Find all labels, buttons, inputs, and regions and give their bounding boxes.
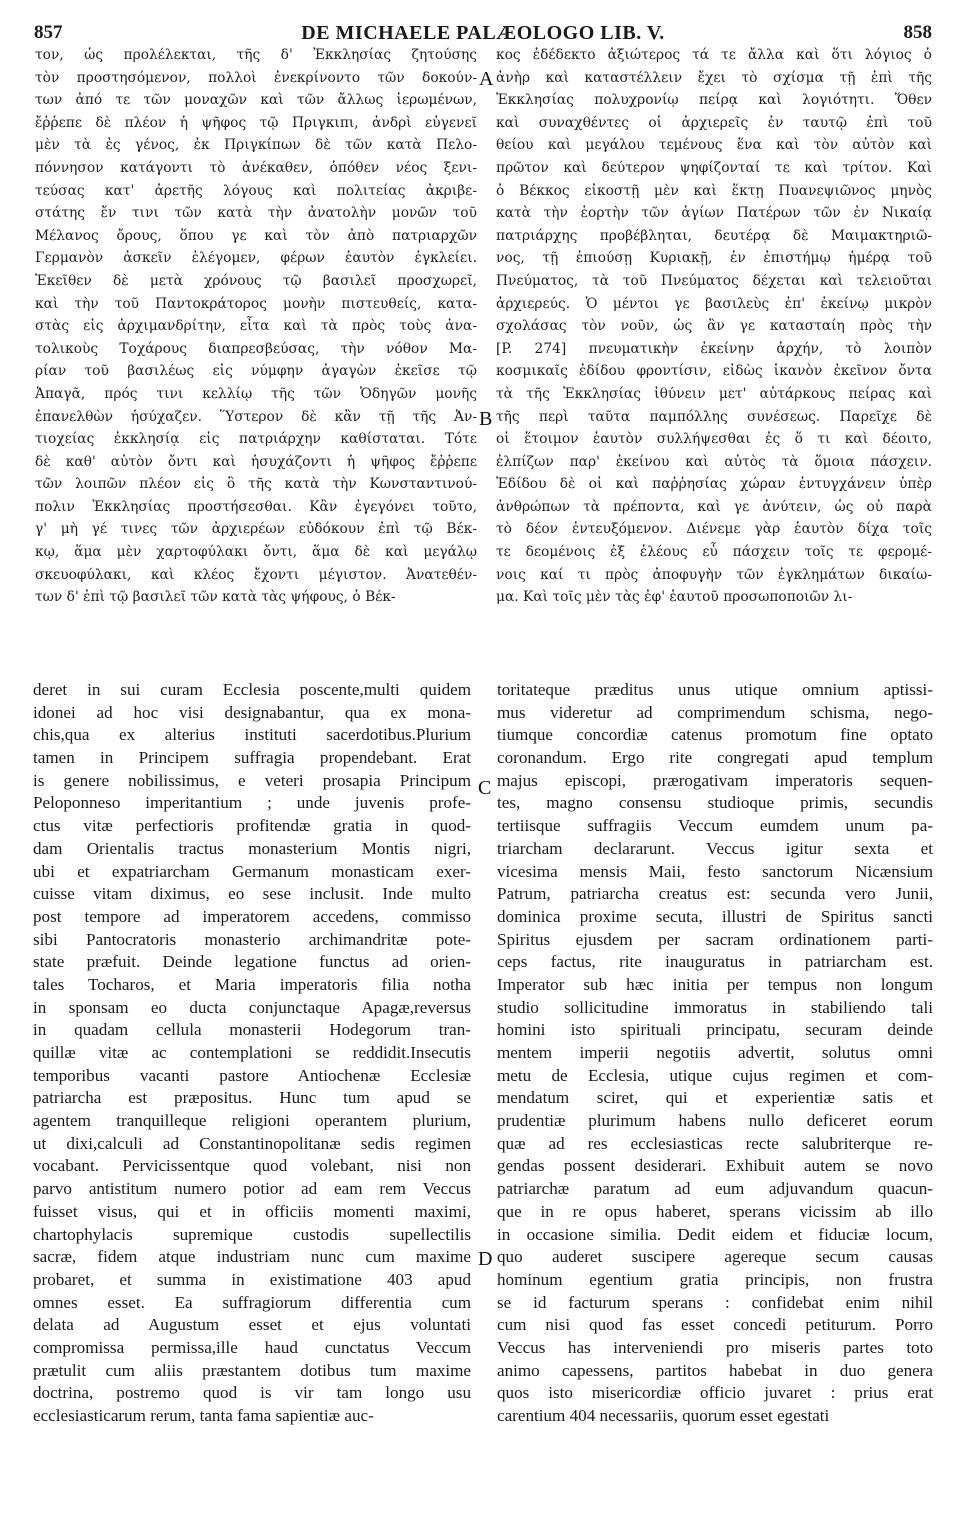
text-line: ceps factus, rite inauguratus in patriarcham est.	[497, 952, 933, 972]
text-line: majus episcopi, prærogativam imperatoris sequen-	[497, 770, 933, 790]
text-line: deret in sui curam Ecclesia poscente,multi quidem	[33, 680, 471, 699]
text-line: καὶ τὴν τοῦ Παντοκράτορος μονὴν πιστευθείς, κατα-	[35, 295, 477, 312]
text-line: sacræ, fidem atque industriam nunc cum maxime	[33, 1247, 471, 1267]
text-line: γ' μὴ γέ τινες τῶν ἀρχιερέων εὐδόκουν ἐπὶ τῷ Βέκ-	[35, 521, 477, 538]
text-line: quos isto misericordiæ officio juvaret : prius erat	[497, 1383, 933, 1403]
text-line: τῶν λοιπῶν πλέον εἰς ὃ τῆς κατὰ τὴν Κωνσταντινού-	[35, 476, 477, 493]
text-line: πατριάρχης προβέβληται, δευτέρᾳ δὲ Μαιμακτηριῶ-	[496, 227, 932, 244]
text-line: carentium 404 necessariis, quorum esset egestati	[497, 1406, 830, 1425]
text-line: ἔῤῥεπε δὲ πλέον ἡ ψῆφος τῷ Πριγκιπι, ἀνδρὶ εὐγενεῖ	[35, 114, 477, 131]
text-line: θείου καὶ μεγάλου τεμένους ἕνα καὶ τὸν αὐτὸν καὶ	[496, 137, 932, 154]
text-line: Spiritus ejusdem per sacram ordinationem parti-	[497, 929, 933, 949]
text-line: ubi et expatriarcham Germanum monasticam exer-	[33, 861, 471, 881]
text-line: coronandum. Ergo rite congregati apud templum	[497, 748, 933, 768]
text-line: mendatum sciret, qui et experientiæ satis et	[497, 1088, 933, 1108]
text-line: agentem tranquilleque religioni operantem plurium,	[33, 1111, 471, 1131]
text-line: [P. 274] πνευματικὴν ἐκείνην ἀρχήν, τὸ λοιπὸν	[496, 340, 932, 357]
text-line: probaret, et summa in existimatione 403 apud	[33, 1269, 471, 1289]
text-line: των δ' ἐπὶ τῷ βασιλεῖ τῶν κατὰ τὰς ψήφους, ὁ Βέκ-	[35, 589, 396, 606]
text-line: vocabant. Pervicissentque quod volebant, nisi non	[33, 1156, 471, 1176]
text-line: ὁ Βέκκος εἰκοστῇ μὲν καὶ ἕκτῃ Πυανεψιῶνος μηνὸς	[496, 182, 932, 199]
text-line: δὲ καθ' αὑτὸν ὄντι καὶ ἡσυχάζοντι ἡ ψῆφος ἔῤῥεπε	[35, 453, 477, 470]
text-line: sibi Pantocratoris monasterio archimandritæ pote-	[33, 929, 471, 949]
text-line: Ἐκκλησίας πολυχρονίῳ πείρᾳ καὶ λογιότητι. Ὅθεν	[496, 92, 932, 109]
text-line: τον, ὡς προλέλεκται, τῆς δ' Ἐκκλησίας ζητούσης	[35, 47, 477, 63]
text-line: chis,qua ex alterius instituti sacerdotibus.Plurium	[33, 725, 471, 745]
text-line: gendas possent desiderari. Exhibuit autem se novo	[497, 1156, 933, 1176]
text-line: Γερμανὸν ἀσκεῖν ἐλέγομεν, φέρων ἑαυτὸν ἐγκλείει.	[35, 250, 477, 267]
text-line: patriarchæ paratum ad eum adjuvandum quacun-	[497, 1179, 933, 1199]
text-line: metu de Ecclesia, utique cujus regimen et com-	[497, 1065, 933, 1085]
text-line: καὶ συναχθέντες οἱ ἀρχιερεῖς ἐν ταυτῷ ἐπὶ τοῦ	[496, 114, 932, 131]
text-line: στάτης ἔν τινι τῶν κατὰ τὴν ἀνατολὴν μονῶν τοῦ	[35, 205, 477, 222]
text-line: τε δεομένοις ἐξ ἐλέους εὖ πάσχειν τοῖς τε φερομέ-	[496, 544, 932, 561]
text-line: Μέλανος ὄρους, ὅπου γε καὶ τὸν ἀπὸ πατριαρχῶν	[35, 227, 477, 244]
text-line: τὸν προστησόμενον, πολλοὶ ἐνεκρίνοντο τῶν δοκούν-	[35, 69, 477, 86]
text-line: tales Tocharos, et Maria imperatoris filia notha	[33, 974, 471, 994]
text-line: parvo antistitum numero potior ad eam rem Veccus	[33, 1179, 471, 1199]
text-line: τιοχείας ἐκκλησίᾳ εἰς πατριάρχην καθίσταται. Τότε	[35, 431, 477, 448]
text-line: hominum egentium gratia principis, non frustra	[497, 1269, 933, 1289]
text-line: Imperator sub hæc initia per tempus non longum	[497, 974, 933, 994]
text-line: Ἐκεῖθεν δὲ μετὰ χρόνους τῷ βασιλεῖ προσχωρεῖ,	[35, 272, 477, 289]
text-line: doctrina, postremo quod is vir tam longo usu	[33, 1383, 471, 1403]
text-line: studio sollicitudine immoratus in stabiliendo tali	[497, 997, 933, 1017]
text-line: μὲν τὰ ἐς γένος, ἐκ Πριγκίπων δὲ τῶν κατὰ Πελο-	[35, 137, 477, 154]
text-line: κατὰ τὴν ἑορτὴν τῶν ἁγίων Πατέρων τῶν ἐν Νικαίᾳ	[496, 205, 932, 222]
text-line: κος ἐδέδεκτο ἀξιώτερος τά τε ἄλλα καὶ ὅτι λόγιος ὁ	[496, 47, 932, 63]
text-line: mus videretur ad comprimendum schisma, nego-	[497, 702, 933, 722]
text-line: Patrum, patriarcha creatus est: secunda vero Junii,	[497, 884, 933, 904]
text-line: νος, τῇ ἐπιούσῃ Κυριακῇ, ἐν ἐπιστήμῳ ἡμέρᾳ τοῦ	[496, 250, 932, 267]
text-line: in occasione similia. Dedit eidem et fiduciæ locum,	[497, 1224, 933, 1244]
text-line: omnes esset. Ea suffragiorum differentia cum	[33, 1292, 471, 1312]
text-line: Πνεύματος, τὰ τοῦ Πνεύματος δέχεται καὶ τελειοῦται	[496, 272, 932, 289]
text-line: ἀνὴρ καὶ καταστέλλειν ἔχει τὸ σχίσμα τῇ ἐπὶ τῆς	[496, 69, 932, 86]
text-line: σκευοφύλακι, καὶ κλέος ἔχοντι μέγιστον. Ἀνατεθέν-	[35, 566, 477, 583]
text-line: patriarcha est præpositus. Hunc tum apud se	[33, 1088, 471, 1108]
text-line: compromissa permissa,ille haud cunctatus Veccum	[33, 1337, 471, 1357]
text-line: των ἀπό τε τῶν μοναχῶν καὶ τῶν ἄλλως ἱερωμένων,	[35, 92, 477, 109]
text-line: quillæ vitæ ac contemplationi se reddidit.Insecutis	[33, 1043, 471, 1062]
text-line: Ἀπαγᾶ, πρός τινι κελλίῳ τῆς τῶν Ὁδηγῶν μονῆς	[35, 385, 477, 402]
text-line: ἐλπίζων παρ' ἐκείνου καὶ αὐτὸς τὰ ὅμοια πάσχειν.	[496, 453, 932, 470]
text-line: ecclesiasticarum rerum, tanta fama sapientiæ auc-	[33, 1406, 374, 1425]
section-marker-c: C	[478, 777, 492, 799]
section-marker-a: A	[479, 68, 494, 90]
text-line: mentem imperii negotiis advertit, solutus omni	[497, 1043, 933, 1062]
page-number-right: 858	[903, 22, 932, 43]
text-line: πολιν Ἐκκλησίας προστήσεσθαι. Κἂν ἐγεγόνει τοῦτο,	[35, 498, 477, 515]
running-title: DE MICHAELE PALÆOLOGO LIB. V.	[301, 22, 665, 44]
text-line: in quadam cellula monasterii Hodegorum tran-	[33, 1020, 471, 1040]
text-line: toritateque præditus unus utique omnium aptissi-	[497, 680, 933, 699]
text-line: fuisset visus, qui et in officiis momenti maximi,	[33, 1201, 471, 1221]
greek-column-left	[35, 44, 477, 609]
text-line: κοσμικαῖς ἐδίδου φροντίσιν, εἰδὼς ἱκανὸν ἐκεῖνον ὄντα	[496, 363, 932, 380]
text-line: dam Orientalis tractus monasterium Montis nigri,	[33, 838, 471, 858]
text-line: πρῶτον καὶ δεύτερον ψηφίζονταί τε καὶ τρίτον. Καὶ	[496, 159, 932, 176]
text-line: ctus vitæ perfectioris profitendæ gratia in quod-	[33, 816, 471, 836]
text-line: ἐπανελθὼν ἡσύχαζεν. Ὕστερον δὲ κἂν τῇ τῆς Ἀν-	[35, 408, 477, 425]
text-line: animo capessens, partitos habebat in duo genera	[497, 1360, 933, 1380]
text-line: ut dixi,calculi ad Constantinopolitanæ sedis regimen	[33, 1133, 471, 1153]
text-line: prudentiæ plurimum habens nullo deficeret eorum	[497, 1111, 933, 1131]
text-line: ρίαν τοῦ βασιλέως εἰς νύμφην ἀγαγὼν ἐκεῖσε τῷ	[35, 363, 477, 380]
text-line: state præfuit. Deinde legatione functus ad orien-	[33, 952, 471, 972]
text-line: se id facturum sperans : confidebat enim nihil	[497, 1292, 933, 1312]
text-line: tiumque concordiæ catenus promotum fine optato	[497, 725, 933, 745]
text-line: quæ ad res ecclesiasticas recte salubriterque re-	[497, 1133, 933, 1153]
text-line: delata ad Augustum esset et ejus voluntati	[33, 1315, 471, 1335]
text-line: τεύσας κατ' ἀρετῆς λόγους καὶ πολιτείας ἀκριβε-	[35, 182, 477, 199]
latin-column-right	[497, 679, 933, 1428]
text-line: homini isto spirituali principatu, securam deinde	[497, 1020, 933, 1040]
text-line: σχολάσας τὸν νοῦν, ὡς ἂν γε κατασταίη πρὸς τὴν	[496, 318, 932, 335]
text-line: vicesima mensis Maii, festo sanctorum Nicænsium	[497, 861, 933, 881]
text-line: πόννησον κατάγοντι τὸ ἀνέκαθεν, ὁπόθεν νέος ξενι-	[35, 159, 477, 176]
text-line: νοις καί τι πρὸς ἀποφυγὴν τῶν ἐγκλημάτων δικαίω-	[496, 566, 932, 583]
text-line: cum nisi quod fas esset concedi petiturum. Porro	[497, 1315, 933, 1335]
text-line: cuisse vitam diximus, eo sese inclusit. Inde multo	[33, 884, 471, 904]
text-line: quo auderet suscipere agereque secum causas	[497, 1247, 933, 1267]
text-line: tes, magno consensu studioque primis, secundis	[497, 793, 933, 813]
text-line: ἀρχιερεύς. Ὁ μέντοι γε βασιλεὺς ἐπ' ἐκείνῳ μικρὸν	[496, 295, 932, 312]
text-line: chartophylacis supremique custodis supellectilis	[33, 1224, 471, 1244]
text-line: οἱ ἕτοιμον ἑαυτὸν συλλήψεσθαι ἐς ὅ τι καὶ δέοιτο,	[496, 431, 932, 448]
text-line: μα. Καὶ τοῖς μὲν τὰς ἐφ' ἑαυτοῦ προσωποποιῶν λι-	[496, 589, 853, 606]
text-line: στὰς εἰς ἀρχιμανδρίτην, εἶτα καὶ τὰ πρὸς τοὺς ἀνα-	[35, 318, 477, 335]
text-line: tamen in Principem suffragia propendebant. Erat	[33, 748, 471, 768]
text-line: κῳ, ἅμα μὲν χαρτοφύλακι ὄντι, ἅμα δὲ καὶ μεγάλῳ	[35, 544, 477, 561]
text-line: ἀνθρώπων τὰ πρέποντα, καὶ γε ἀνύτειν, ὡς οὐ παρὰ	[496, 498, 932, 515]
section-marker-b: B	[479, 408, 493, 430]
page-number-left: 857	[34, 22, 63, 43]
text-line: τολικοὺς Τοχάρους διαπρεσβεύσας, τὴν νόθον Μα-	[35, 340, 477, 357]
text-line: dominica proxime secuta, illustri de Spiritus sancti	[497, 906, 933, 926]
text-line: temporibus vacanti pastore Antiochenæ Ecclesiæ	[33, 1065, 471, 1085]
text-line: in sponsam eo ducta conjunctaque Apagæ,reversus	[33, 997, 471, 1017]
text-line: idonei ad hoc visi designabantur, qua ex mona-	[33, 702, 471, 722]
text-line: τὸ δέον ἐντευξόμενον. Διένεμε γὰρ ἑαυτὸν δίχα τοῖς	[496, 521, 932, 538]
greek-column-right	[496, 44, 932, 609]
latin-column-left	[33, 679, 471, 1428]
text-line: Veccus has interveniendi pro miseris partes toto	[497, 1337, 933, 1357]
text-line: post tempore ad imperatorem accedens, commisso	[33, 906, 471, 926]
section-marker-d: D	[478, 1248, 493, 1270]
text-line: τῆς περὶ ταῦτα παμπόλλης συνέσεως. Παρεῖχε δὲ	[496, 408, 932, 425]
text-line: prætulit cum aliis præstantem dotibus tum maxime	[33, 1360, 471, 1380]
text-line: Ἐδίδου δὲ οἱ καὶ παῤῥησίας χώραν ἐντυγχάνειν ὑπὲρ	[496, 476, 932, 493]
text-line: que in re opus haberet, sperans vicissim ab illo	[497, 1201, 933, 1221]
text-line: triarcham declararunt. Veccus igitur sexta et	[497, 838, 933, 858]
text-line: tertiisque suffragiis Veccum eumdem unum pa-	[497, 816, 933, 836]
text-line: τὰ τῆς Ἐκκλησίας ἰθύνειν μετ' αὐτάρκους πείρας καὶ	[496, 385, 932, 402]
text-line: is genere nobilissimus, e veteri prosapia Principum	[33, 770, 471, 790]
text-line: Peloponneso imperitantium ; unde juvenis profe-	[33, 793, 471, 813]
